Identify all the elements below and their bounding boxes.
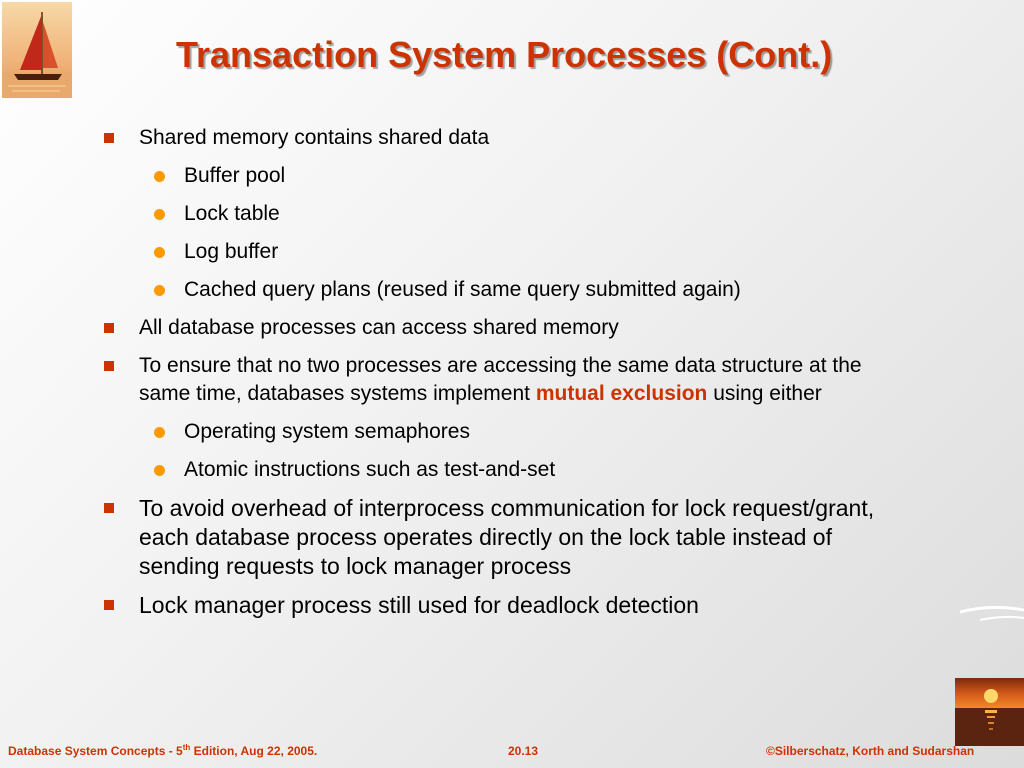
bullet-text: using either: [707, 382, 822, 405]
list-item: [104, 418, 904, 446]
bullet-text: Atomic instructions such as test-and-set: [184, 458, 556, 481]
circle-bullet-icon: [154, 285, 165, 296]
list-item: [104, 352, 904, 408]
circle-bullet-icon: [154, 427, 165, 438]
page-number: 20.13: [508, 744, 539, 758]
list-item: [104, 456, 904, 484]
bullet-text: To ensure that no two processes are accessing the same data structure at the same time, databases systems implement: [139, 354, 862, 405]
bullet-text: To avoid overhead of interprocess communication for lock request/grant, each database process operates directly on the lock table instead of sending requests to lock manager process: [139, 495, 875, 579]
square-bullet-icon: [104, 361, 114, 371]
footer-source: [8, 744, 317, 758]
list-item: [104, 200, 904, 228]
copyright: ©Silberschatz, Korth and Sudarshan: [766, 744, 975, 758]
list-item: [104, 276, 904, 304]
decorative-wave: [960, 600, 1024, 630]
square-bullet-icon: [104, 600, 114, 610]
highlighted-term: mutual exclusion: [535, 382, 708, 405]
footer-source-text: Database System Concepts - 5: [8, 744, 183, 758]
bullet-text: Lock manager process still used for deadlock detection: [139, 592, 699, 618]
bullet-text: Cached query plans (reused if same query submitted again): [184, 278, 741, 301]
list-item: [104, 238, 904, 266]
bullet-text: Buffer pool: [184, 164, 286, 187]
bullet-text: Operating system semaphores: [184, 420, 470, 443]
square-bullet-icon: [104, 133, 114, 143]
list-item: [104, 124, 904, 152]
list-item: [104, 314, 904, 342]
sailboat-sunset-icon: [2, 2, 72, 98]
bullet-text: Log buffer: [184, 240, 279, 263]
footer-source-text: Edition, Aug 22, 2005.: [190, 744, 318, 758]
bullet-text: Lock table: [184, 202, 280, 225]
list-item: [104, 494, 904, 581]
bullet-text: All database processes can access shared memory: [139, 316, 619, 339]
square-bullet-icon: [104, 323, 114, 333]
slide-title: Transaction System Processes (Cont.): [176, 34, 833, 75]
bullet-text: Shared memory contains shared data: [139, 126, 490, 149]
list-item: [104, 591, 904, 620]
slide-content: [104, 124, 904, 630]
circle-bullet-icon: [154, 209, 165, 220]
circle-bullet-icon: [154, 247, 165, 258]
list-item: [104, 162, 904, 190]
circle-bullet-icon: [154, 171, 165, 182]
footer-superscript: th: [182, 743, 191, 752]
sunset-over-water-icon: [955, 678, 1024, 746]
circle-bullet-icon: [154, 465, 165, 476]
square-bullet-icon: [104, 503, 114, 513]
